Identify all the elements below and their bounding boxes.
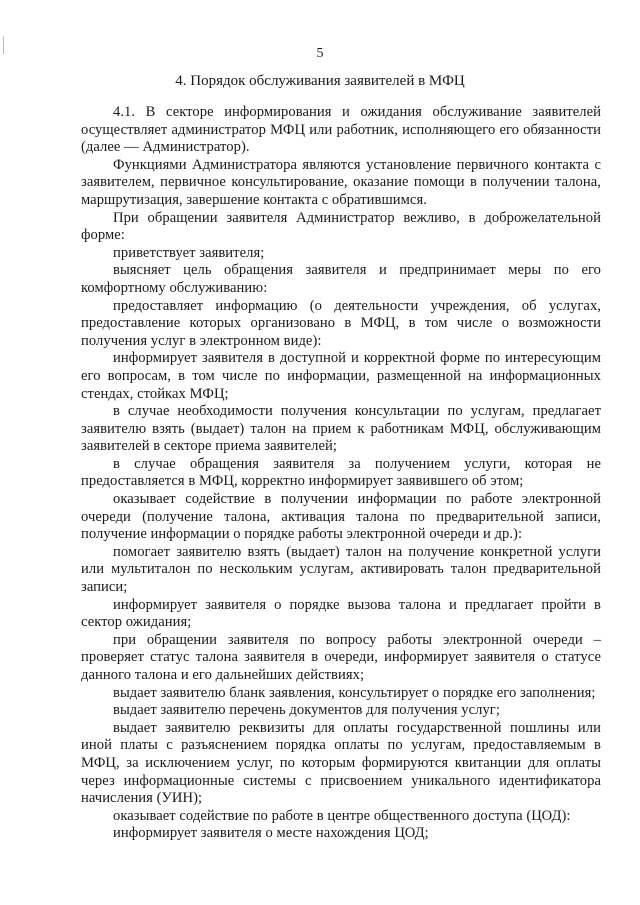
paragraph: при обращении заявителя по вопросу работы электронной очереди – проверяет статус талона заявителя в очереди, информирует заявителя о статусе данного талона и его дальнейших действиях; [81, 631, 601, 683]
paragraph: информирует заявителя в доступной и корректной форме по интересующим его вопросам, в том числе по информации, размещенной на информационных стендах, стойках МФЦ; [81, 350, 601, 402]
paragraph: выдает заявителю бланк заявления, консультирует о порядке его заполнения; [113, 684, 596, 701]
paragraph: оказывает содействие по работе в центре общественного доступа (ЦОД): [113, 807, 571, 824]
paragraph: помогает заявителю взять (выдает) талон на получение конкретной услуги или мультиталон по нескольким услугам, активировать талон предварительной записи; [81, 543, 601, 596]
paragraph: предоставляет информацию (о деятельности учреждения, об услугах, предоставление которых организовано в МФЦ, в том числе о возможности получения услуг в электронном виде): [81, 297, 601, 349]
paragraph: информирует заявителя о месте нахождения ЦОД; [113, 825, 429, 842]
paragraph: выдает заявителю перечень документов для получения услуг; [113, 702, 500, 719]
paragraph: Функциями Администратора являются установление первичного контакта с заявителем, первичное консультирование, оказание помощи в получении талона, маршрутизация, завершение контакта с обратившимся. [81, 156, 601, 208]
body-text [81, 104, 601, 843]
paragraph: оказывает содействие в получении информации по работе электронной очереди (получение талона, активация талона по предварительной записи, получение информации о порядке работы электронной очереди и др.): [81, 491, 601, 543]
paragraph: информирует заявителя о порядке вызова талона и предлагает пройти в сектор ожидания; [81, 596, 601, 631]
paragraph: в случае обращения заявителя за получением услуги, которая не предоставляется в МФЦ, корректно информирует заявившего об этом; [81, 455, 601, 490]
section-title: 4. Порядок обслуживания заявителей в МФЦ [175, 73, 465, 89]
paragraph: в случае необходимости получения консультации по услугам, предлагает заявителю взять (выдает) талон на прием к работникам МФЦ, обслуживающим заявителей в секторе приема заявителей; [81, 403, 601, 455]
paragraph: выдает заявителю реквизиты для оплаты государственной пошлины или иной платы с разъяснением порядка оплаты по услугам, предоставляемым в МФЦ, за исключением услуг, по которым формируются квитанции для оплаты через информационные системы с присвоением уникального идентификатора начисления (УИН); [81, 719, 601, 807]
paragraph: приветствует заявителя; [113, 244, 265, 261]
page-number: 5 [316, 46, 324, 61]
paragraph: 4.1. В секторе информирования и ожидания обслуживание заявителей осуществляет администратор МФЦ или работник, исполняющего его обязанности (далее — Администратор). [81, 104, 601, 156]
paragraph: выясняет цель обращения заявителя и предпринимает меры по его комфортному обслуживанию: [81, 262, 601, 296]
paragraph: При обращении заявителя Администратор вежливо, в доброжелательной форме: [81, 209, 601, 244]
